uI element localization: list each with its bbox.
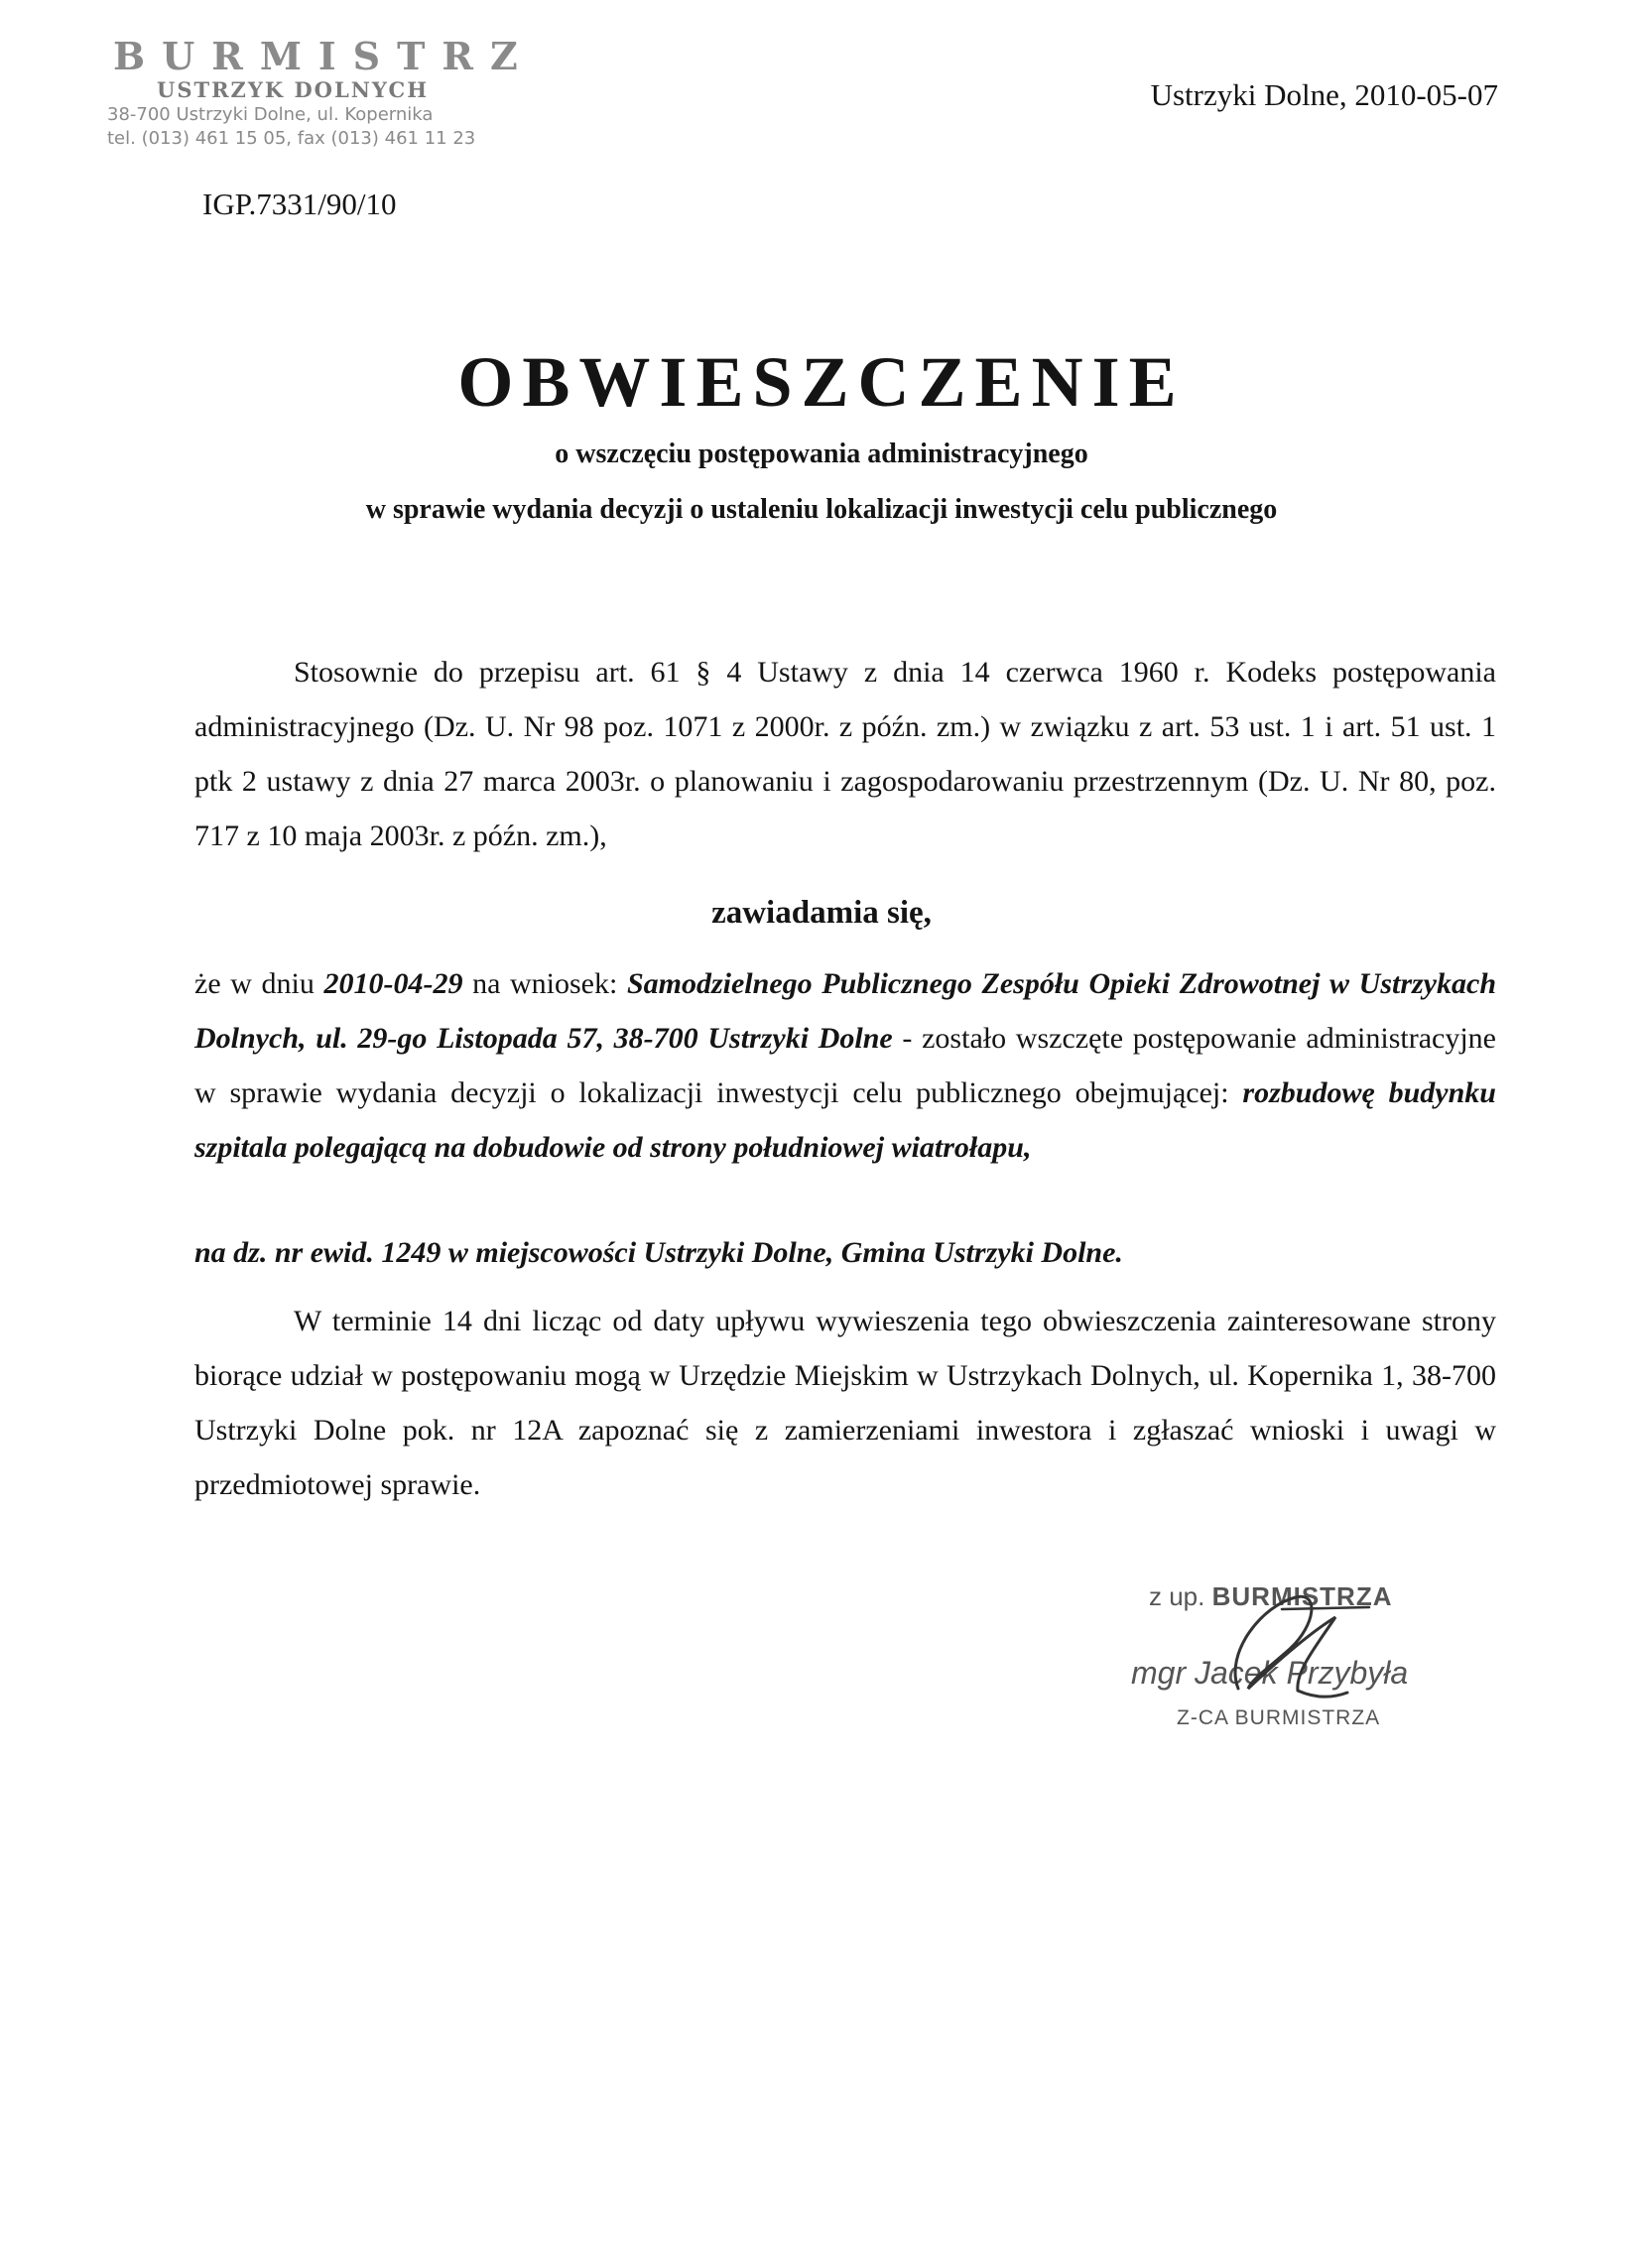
reference-number: IGP.7331/90/10 <box>202 187 397 221</box>
signature-prefix: z up. <box>1149 1581 1205 1611</box>
stamp-title: BURMISTRZ <box>113 34 535 78</box>
p2-proceedings: - zostało wszczęte postępowanie administracyjne w sprawie wydania decyzji o lokalizacji inwestycji celu publicznego obejmującej: <box>194 1022 1496 1109</box>
office-stamp <box>107 34 535 151</box>
investment-scope: rozbudowę budynku szpitala polegającą na dobudowie od strony południowej wiatrołapu, <box>194 1076 1496 1164</box>
proceedings-paragraph <box>194 956 1496 1175</box>
document-subtitle-1: o wszczęciu postępowania administracyjnego <box>555 439 1088 469</box>
stamp-phone: tel. (013) 461 15 05, fax (013) 461 11 23 <box>107 128 476 149</box>
document-title: OBWIESZCZENIE <box>457 342 1186 422</box>
signatory-name: mgr Jacek Przybyła <box>1131 1655 1409 1691</box>
signature-block <box>1121 1568 1478 1746</box>
p2-intro: że w dniu <box>194 967 324 1000</box>
signatory-role: Z-CA BURMISTRZA <box>1177 1706 1381 1729</box>
document-subtitle-2: w sprawie wydania decyzji o ustaleniu lokalizacji inwestycji celu publicznego <box>365 494 1278 525</box>
handwritten-signature <box>1121 1568 1478 1746</box>
location-line: na dz. nr ewid. 1249 w miejscowości Ustrzyki Dolne, Gmina Ustrzyki Dolne. <box>194 1236 1123 1269</box>
stamp-subtitle: USTRZYK DOLNYCH <box>157 77 430 102</box>
stamp-address: 38-700 Ustrzyki Dolne, ul. Kopernika <box>107 104 434 125</box>
signature-authority-name: BURMISTRZA <box>1211 1581 1393 1611</box>
notification-heading: zawiadamia się, <box>711 895 932 931</box>
p2-request: na wniosek: <box>462 967 627 1000</box>
deadline-paragraph: W terminie 14 dni licząc od daty upływu wywieszenia tego obwieszczenia zainteresowane strony biorące udział w postępowaniu mogą w Urzędzie Miejskim w Ustrzykach Dolnych, ul. Kopernika 1, 38-700 Ustrzyki Dolne pok. nr 12A zapoznać się z zamierzeniami inwestora i zgłaszać wnioski i uwagi w przedmiotowej sprawie. <box>194 1305 1496 1501</box>
legal-basis-paragraph: Stosownie do przepisu art. 61 § 4 Ustawy z dnia 14 czerwca 1960 r. Kodeks postępowania administracyjnego (Dz. U. Nr 98 poz. 1071 z 2000r. z późn. zm.) w związku z art. 53 ust. 1 i art. 51 ust. 1 ptk 2 ustawy z dnia 27 marca 2003r. o planowaniu i zagospodarowaniu przestrzennym (Dz. U. Nr 80, poz. 717 z 10 maja 2003r. z późn. zm.), <box>194 656 1496 852</box>
application-date: 2010-04-29 <box>323 967 463 1000</box>
applicant-name: Samodzielnego Publicznego Zespółu Opieki Zdrowotnej w Ustrzykach Dolnych, ul. 29-go Listopada 57, 38-700 Ustrzyki Dolne <box>194 967 1496 1055</box>
place-date: Ustrzyki Dolne, 2010-05-07 <box>1150 77 1498 112</box>
